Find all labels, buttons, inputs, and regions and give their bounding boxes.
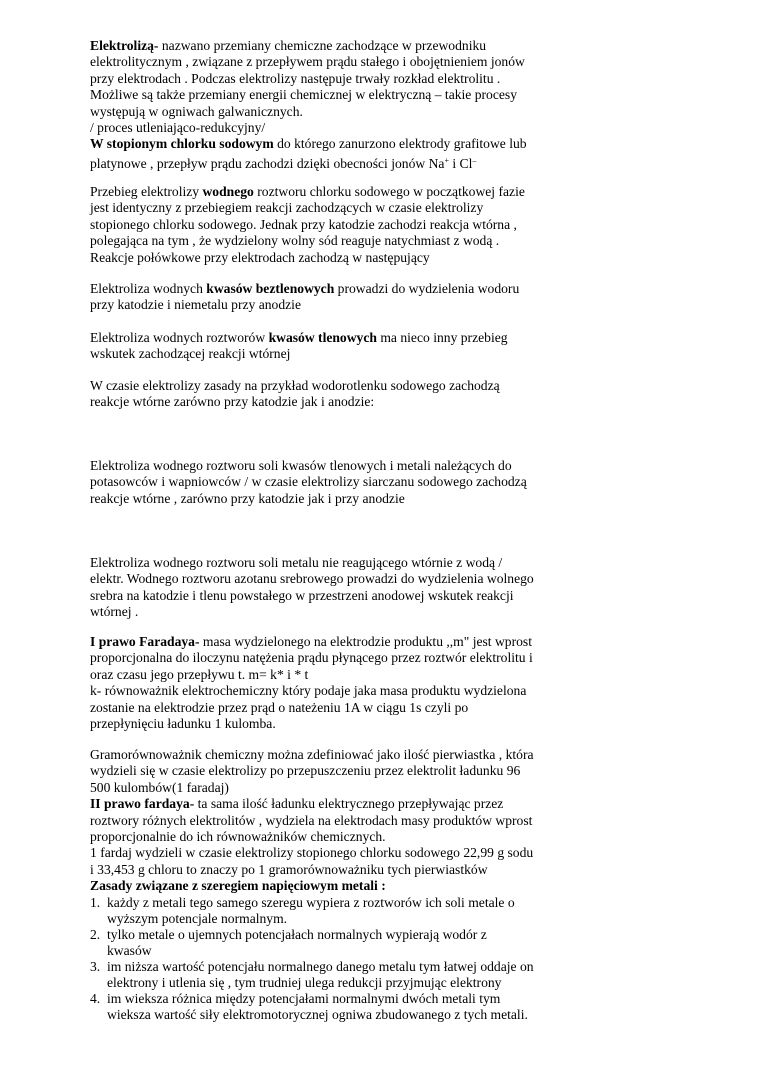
paragraph-first-faraday-law	[90, 634, 570, 732]
text-line: / proces utleniająco-redukcyjny/	[90, 120, 266, 136]
text-line: przy elektrodach . Podczas elektrolizy następuje trwały rozkład elektrolitu .	[90, 70, 501, 86]
text-line: Elektroliza wodnych roztworów kwasów tlenowych ma nieco inny przebieg	[90, 330, 508, 345]
text-line: występują w ogniwach galwanicznych.	[90, 103, 303, 119]
text-line: i 33,453 g chloru to znaczy po 1 gramorównoważniku tych pierwiastków	[90, 861, 488, 877]
text-line: Gramorównoważnik chemiczny można zdefiniować jako ilość pierwiastka , która	[90, 747, 534, 762]
term-first-faraday-law: I prawo Faradaya-	[90, 634, 200, 649]
paragraph-oxygen-acids	[90, 330, 570, 363]
paragraph-bases	[90, 378, 570, 411]
text-line: proporcjonalna do iloczynu natężenia prądu płynącego przez roztwór elektrolitu i	[90, 650, 533, 666]
text-line: wskutek zachodzącej reakcji wtórnej	[90, 346, 291, 362]
text-line: przy katodzie i niemetalu przy anodzie	[90, 297, 301, 313]
list-number: 3.	[90, 959, 101, 974]
text-line: Elektroliza wodnego roztworu soli metalu nie reagującego wtórnie z wodą /	[90, 555, 503, 570]
list-number: 2.	[90, 927, 101, 942]
text-line: reakcje wtórne zarówno przy katodzie jak i anodzie:	[90, 394, 375, 410]
text-line: reakcje wtórne , zarówno przy katodzie jak i przy anodzie	[90, 490, 405, 506]
text-line: W stopionym chlorku sodowym do którego zanurzono elektrody grafitowe lub	[90, 136, 527, 152]
term-molten-nacl: W stopionym chlorku sodowym	[90, 136, 274, 152]
text-line: Reakcje połówkowe przy elektrodach zachodzą w następujący	[90, 249, 430, 265]
text-line: przepłynięciu ładunku 1 kulomba.	[90, 716, 276, 732]
text-line: wydzieli się w czasie elektrolizy po przepuszczeniu przez elektrolit ładunku 96	[90, 763, 521, 779]
text-line: jest identyczny z przebiegiem reakcji zachodzących w czasie elektrolizy	[90, 200, 484, 216]
text-line: elektrolitycznym , związane z przepływem prądu stałego i obojętnieniem jonów	[90, 54, 525, 70]
text-line: elektr. Wodnego roztworu azotanu srebrowego prowadzi do wydzielenia wolnego	[90, 571, 534, 587]
paragraph-oxygen-acid-salts	[90, 458, 570, 507]
text-line: stopionego chlorku sodowego. Jednak przy katodzie zachodzi reakcja wtórna ,	[90, 216, 517, 232]
text-line: proporcjonalnie do ich równoważników chemicznych.	[90, 829, 386, 845]
paragraph-silver-nitrate	[90, 555, 570, 621]
text-line: roztwory różnych elektrolitów , wydziela na elektrodach masy produktów wprost	[90, 812, 533, 828]
section-heading: Zasady związane z szeregiem napięciowym metali :	[90, 878, 386, 894]
text-line: Elektroliza wodnych kwasów beztlenowych prowadzi do wydzielenia wodoru	[90, 281, 520, 296]
text-line: Elektroliza wodnego roztworu soli kwasów tlenowych i metali należących do	[90, 458, 512, 473]
text-line: Elektrolizą- nazwano przemiany chemiczne zachodzące w przewodniku	[90, 38, 487, 53]
list-number: 4.	[90, 991, 101, 1006]
text-line: 1 fardaj wydzieli w czasie elektrolizy stopionego chlorku sodowego 22,99 g sodu	[90, 845, 534, 861]
document-page: Elektrolizą- nazwano przemiany chemiczne zachodzące w przewodniku elektrolitycznym , związane z przepływem prądu stałego i obojętnieniem jonów przy elektrodach . Podczas elektrolizy następuje trwały rozkład elektrolitu . Możliwe są także przemiany energii chemicznej w elektryczną – takie procesy występują w ogniwach galwanicznych. / proces utleniająco-redukcyjny/ W stopionym chlorku sodowym do którego zanurzono elektrody grafitowe lub platynowe , przepływ prądu zachodzi dzięki obecności jonów Na+ i Cl– Przebieg elektrolizy wodnego roztworu chlorku sodowego w początkowej fazie jest identyczny z przebiegiem reakcji zachodzących w czasie elektrolizy stopionego chlorku sodowego. Jednak przy katodzie zachodzi reakcja wtórna , polegająca na tym , że wydzielony wolny sód reaguje natychmiast z wodą . Reakcje połówkowe przy elektrodach zachodzą w następujący Elektroliza wodnych kwasów beztlenowych prowadzi do wydzielenia wodoru przy katodzie i niemetalu przy anodzie Elektroliza wodnych roztworów kwasów tlenowych ma nieco inny przebieg wskutek zachodzącej reakcji wtórnej W czasie elektrolizy zasady na przykład wodorotlenku sodowego zachodzą reakcje wtórne zarówno przy katodzie jak i anodzie: Elektroliza wodnego roztworu soli kwasów tlenowych i metali należących do potasowców i wapniowców / w czasie elektrolizy siarczanu sodowego zachodzą reakcje wtórne , zarówno przy katodzie jak i przy anodzie Elektroliza wodnego roztworu soli metalu nie reagującego wtórnie z wodą / elektr. Wodnego roztworu azotanu srebrowego prowadzi do wydzielenia wolnego srebra na katodzie i tlenu powstałego w przestrzeni anodowej wskutek reakcji wtórnej . I prawo Faradaya- masa wydzielonego na elektrodzie produktu ,,m" jest wprost proporcjonalna do iloczynu natężenia prądu płynącego przez roztwór elektrolitu i oraz czasu jego przepływu t. m= k* i * t k- równoważnik elektrochemiczny który podaje jaka masa produktu wydzielona zostanie na elektrodzie przez prąd o nateżeniu 1A w ciągu 1s czyli po przepłynięciu ładunku 1 kulomba. Gramorównoważnik chemiczny można zdefiniować jako ilość pierwiastka , która wydzieli się w czasie elektrolizy po przepuszczeniu przez elektrolit ładunku 96 500 kulombów(1 faradaj) II prawo fardaya- ta sama ilość ładunku elektrycznego przepływając przez roztwory różnych elektrolitów , wydziela na elektrodach masy produktów wprost proporcjonalnie do ich równoważników chemicznych. 1 fardaj wydzieli w czasie elektrolizy stopionego chlorku sodowego 22,99 g sodu i 33,453 g chloru to znaczy po 1 gramorównoważniku tych pierwiastków Zasady związane z szeregiem napięciowym metali : 1. każdy z metali tego samego szeregu wypiera z roztworów ich soli metale o wyższym potencjale normalnym. 2. tylko metale o ujemnych potencjałach normalnych wypierają wodór z kwasów 3. im niższa wartość potencjału normalnego danego metalu tym łatwej oddaje on elektrony i utlenia się , tym trudniej ulega redukcji przyjmując elektrony 4. im wieksza różnica między potencjałami normalnymi dwóch metali tym wieksza wartość siły elektromotorycznej ogniwa zbudowanego z tych metali.	[0, 0, 760, 1075]
text-line: II prawo fardaya- ta sama ilość ładunku elektrycznego przepływając przez	[90, 796, 504, 812]
text-line: platynowe , przepływ prądu zachodzi dzięki obecności jonów Na+ i Cl–	[90, 155, 477, 171]
text-line: I prawo Faradaya- masa wydzielonego na elektrodzie produktu ,,m" jest wprost	[90, 634, 532, 649]
text-line: Przebieg elektrolizy wodnego roztworu chlorku sodowego w początkowej fazie	[90, 184, 525, 199]
text-line: zostanie na elektrodzie przez prąd o nateżeniu 1A w ciągu 1s czyli po	[90, 699, 469, 715]
text-line: W czasie elektrolizy zasady na przykład wodorotlenku sodowego zachodzą	[90, 378, 500, 393]
text-line: wtórnej .	[90, 604, 139, 620]
text-line: polegająca na tym , że wydzielony wolny sód reaguje natychmiast z wodą .	[90, 233, 500, 249]
paragraph-aqueous-nacl	[90, 184, 570, 266]
term-second-faraday-law: II prawo fardaya-	[90, 796, 195, 812]
paragraph-electrolysis-definition	[90, 38, 570, 172]
paragraph-second-faraday-law	[90, 747, 570, 895]
term-electrolysis: Elektrolizą-	[90, 38, 159, 53]
text-line: 500 kulombów(1 faradaj)	[90, 779, 229, 795]
text-line: potasowców i wapniowców / w czasie elektrolizy siarczanu sodowego zachodzą	[90, 474, 527, 490]
list-number: 1.	[90, 895, 101, 910]
text-line: Możliwe są także przemiany energii chemicznej w elektryczną – takie procesy	[90, 87, 518, 103]
text-line: srebra na katodzie i tlenu powstałego w przestrzeni anodowej wskutek reakcji	[90, 587, 514, 603]
text-line: oraz czasu jego przepływu t. m= k* i * t	[90, 666, 309, 682]
text-line: k- równoważnik elektrochemiczny który podaje jaka masa produktu wydzielona	[90, 683, 527, 699]
paragraph-oxygen-free-acids	[90, 281, 570, 314]
